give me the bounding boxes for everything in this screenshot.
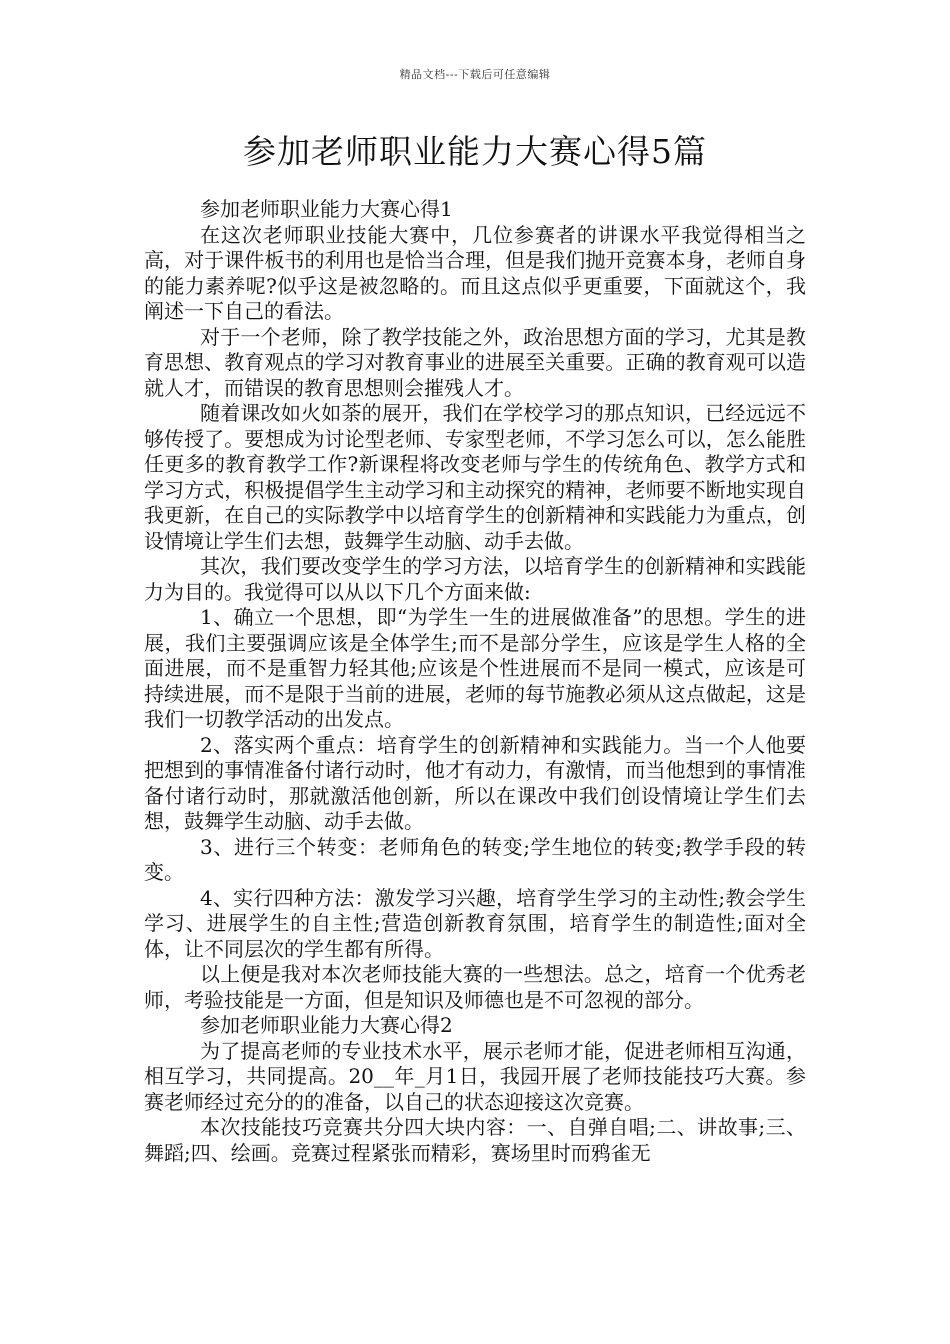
paragraph: 2、落实两个重点：培育学生的创新精神和实践能力。当一个人他要把想到的事情准备付诸行动时，他才有动力，有激情，而当他想到的事情准备付诸行动时，那就激活他创新，所以在课改中我们创设情境让学生们去想，鼓舞学生动脑、动手去做。 bbox=[144, 732, 806, 833]
paragraph: 为了提高老师的专业技术水平，展示老师才能，促进老师相互沟通，相互学习，共同提高。20__年_月1日，我园开展了老师技能技巧大赛。参赛老师经过充分的的准备，以自己的状态迎接这次竞赛。 bbox=[144, 1038, 806, 1114]
paragraph: 4、实行四种方法：激发学习兴趣，培育学生学习的主动性;教会学生学习、进展学生的自主性;营造创新教育氛围，培育学生的制造性;面对全体，让不同层次的学生都有所得。 bbox=[144, 885, 806, 961]
paragraph: 随着课改如火如荼的展开，我们在学校学习的那点知识，已经远远不够传授了。要想成为讨论型老师、专家型老师，不学习怎么可以，怎么能胜任更多的教育教学工作?新课程将改变老师与学生的传统角色、教学方式和学习方式，积极提倡学生主动学习和主动探究的精神，老师要不断地实现自我更新，在自己的实际教学中以培育学生的创新精神和实践能力为重点，创设情境让学生们去想，鼓舞学生动脑、动手去做。 bbox=[144, 401, 806, 553]
section-heading: 参加老师职业能力大赛心得1 bbox=[200, 197, 453, 221]
paragraph: 对于一个老师，除了教学技能之外，政治思想方面的学习，尤其是教育思想、教育观点的学习对教育事业的进展至关重要。正确的教育观可以造就人才，而错误的教育思想则会摧残人才。 bbox=[144, 324, 806, 400]
paragraph: 3、进行三个转变：老师角色的转变;学生地位的转变;教学手段的转变。 bbox=[144, 834, 806, 884]
page-header: 精品文档---下载后可任意编辑 bbox=[399, 68, 551, 81]
paragraph: 本次技能技巧竞赛共分四大块内容：一、自弹自唱;二、讲故事;三、舞蹈;四、绘画。竞赛过程紧张而精彩，赛场里时而鸦雀无 bbox=[144, 1115, 806, 1165]
section-heading: 参加老师职业能力大赛心得2 bbox=[200, 1013, 453, 1037]
paragraph: 其次，我们要改变学生的学习方法，以培育学生的创新精神和实践能力为目的。我觉得可以从以下几个方面来做: bbox=[144, 554, 806, 604]
paragraph: 1、确立一个思想，即“为学生一生的进展做准备”的思想。学生的进展，我们主要强调应该是全体学生;而不是部分学生，应该是学生人格的全面进展，而不是重智力轻其他;应该是个性进展而不是同一模式，应该是可持续进展，而不是限于当前的进展，老师的每节施教必须从这点做起，这是我们一切教学活动的出发点。 bbox=[144, 605, 806, 731]
document-body bbox=[144, 197, 806, 1166]
paragraph: 以上便是我对本次老师技能大赛的一些想法。总之，培育一个优秀老师，考验技能是一方面，但是知识及师德也是不可忽视的部分。 bbox=[144, 962, 806, 1012]
document-title: 参加老师职业能力大赛心得5篇 bbox=[243, 132, 707, 171]
paragraph: 在这次老师职业技能大赛中，几位参赛者的讲课水平我觉得相当之高，对于课件板书的利用也是恰当合理，但是我们抛开竞赛本身，老师自身的能力素养呢?似乎这是被忽略的。而且这点似乎更重要，下面就这个，我阐述一下自己的看法。 bbox=[144, 222, 806, 323]
